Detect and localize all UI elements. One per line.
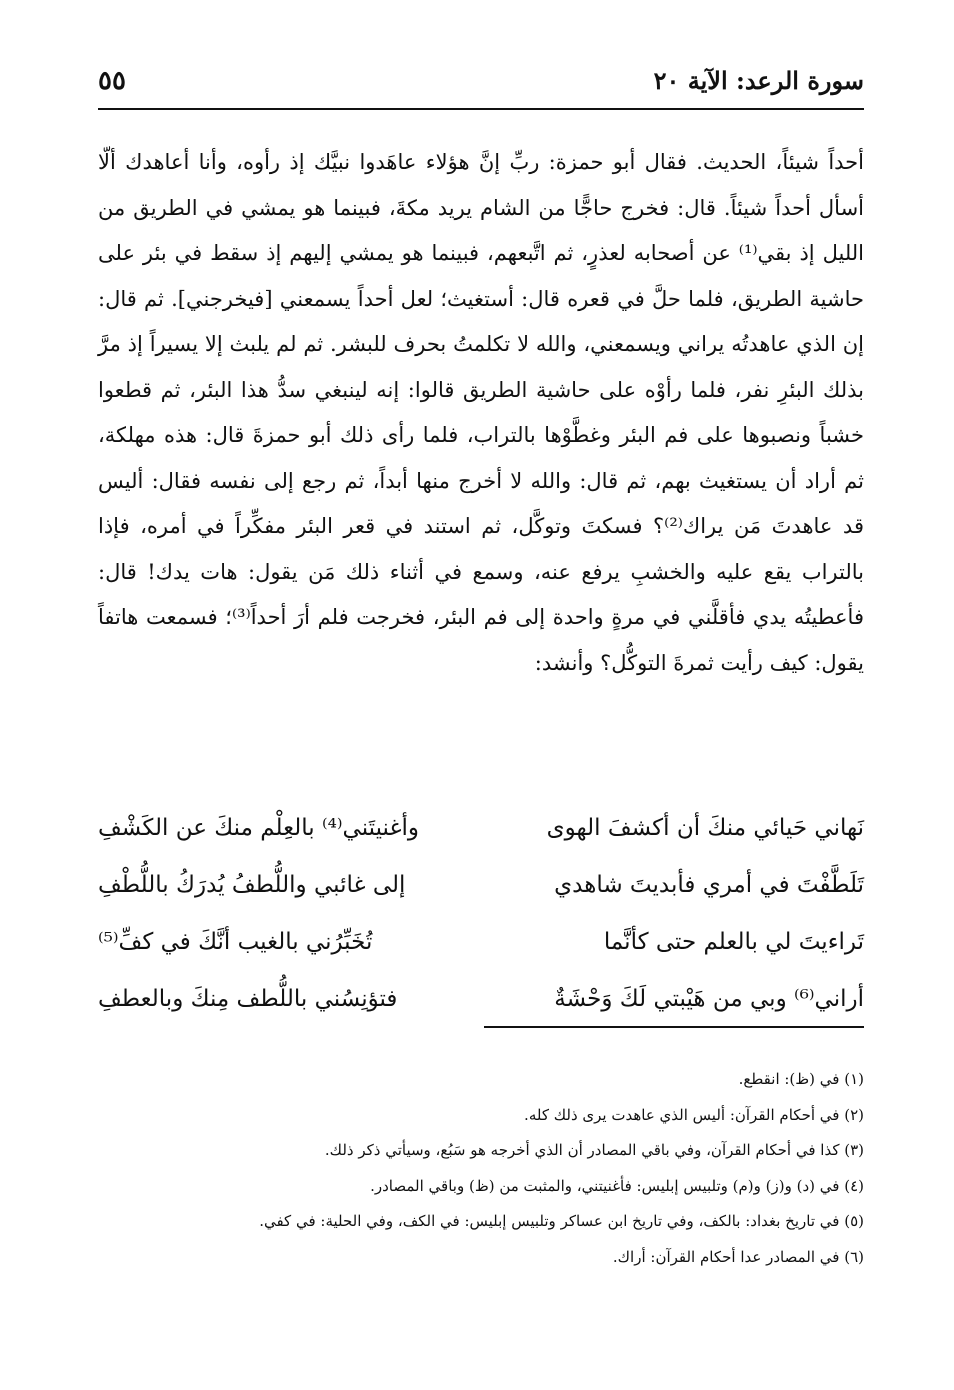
footnote: (٥) في تاريخ بغداد: بالكف، وفي تاريخ ابن عساكر وتلبيس إبليس: في الكف، وفي الحلية: في كفي.	[259, 1212, 864, 1230]
poem-verse	[98, 857, 864, 914]
verse-first-hemistich: أراني⁽⁶⁾ وبي من هَيْبتي لَكَ وَحْشَةٌ	[554, 986, 864, 1012]
running-title: سورة الرعد: الآية ٢٠	[653, 66, 864, 95]
poem-verse	[98, 971, 864, 1028]
footnote: (٢) في أحكام القرآن: أليس الذي عاهدت يرى ذلك كله.	[524, 1105, 864, 1124]
footnote: (١) في (ظ): انقطع.	[738, 1070, 864, 1088]
verse-second-hemistich: وأغنيتَني⁽⁴⁾ بالعِلْم منكَ عن الكَشْفِ	[98, 815, 419, 841]
poem-verse	[98, 914, 864, 971]
footnotes	[98, 1062, 864, 1275]
footnote: (٣) كذا في أحكام القرآن، وفي باقي المصادر أن الذي أخرجه هو سَبُع، وسيأتي ذكر ذلك.	[324, 1141, 864, 1159]
verse-second-hemistich: تُخَبِّرُني بالغيب أنَّكَ في كفِّ⁽⁵⁾	[98, 929, 373, 955]
header-divider	[98, 108, 864, 110]
poem	[98, 800, 864, 1028]
verse-first-hemistich: تَلَطَّفْتَ في أمري فأبديتَ شاهدي	[554, 872, 864, 898]
main-text	[98, 140, 864, 686]
verse-first-hemistich: نَهاني حَيائي منكَ أن أكشفَ الهوى	[546, 815, 864, 841]
verse-second-hemistich: إلى غائبي واللُّطفُ يُدرَكُ باللُّطْفِ	[98, 872, 406, 898]
poem-verse	[98, 800, 864, 857]
verse-first-hemistich: تَراءيتَ لي بالعلم حتى كأنَّما	[603, 929, 864, 955]
page-header	[98, 60, 864, 104]
page-number: ٥٥	[98, 66, 126, 96]
footnote: (٦) في المصادر عدا أحكام القرآن: أراك.	[612, 1247, 864, 1266]
verse-second-hemistich: فتؤنِسُني باللُّطف مِنكَ وبالعطفِ	[98, 986, 398, 1012]
footnote: (٤) في (د) و(ز) و(م) وتلبيس إبليس: فأغنيتني، والمثبت من (ظ) وباقي المصادر.	[370, 1176, 864, 1195]
footnote-divider	[484, 1026, 864, 1028]
body-paragraph: أحداً شيئاً، الحديث. فقال أبو حمزة: ربِّ إنَّ هؤلاء عاهَدوا نبيَّك إذ رأوه، وأنا أعاهدك ألّا أسأل أحداً شيئاً. قال: فخرج حاجًّا من الشام يريد مكةَ، فبينما هو يمشي في الطريق من الليل إذ بقي⁽¹⁾ عن أصحابه لعذرٍ، ثم اتَّبعهم، فبينما هو يمشي إليهم إذ سقط في بئر على حاشية الطريق، فلما حلَّ في قعره قال: أستغيث؛ لعل أحداً يسمعني [فيخرجني]. ثم قال: إن الذي عاهدتُه يراني ويسمعني، والله لا تكلمتُ بحرف للبشر. ثم لم يلبث إلا يسيراً إذ مرَّ بذلك البئرِ نفر، فلما رأوْه على حاشية الطريق قالوا: إنه لينبغي سدُّ هذا البئر، ثم قطعوا خشباً ونصبوها على فم البئر وغطَّوْها بالتراب، فلما رأى ذلك أبو حمزةَ قال: هذه مهلكة، ثم أراد أن يستغيث بهم، ثم قال: والله لا أخرج منها أبداً، ثم رجع إلى نفسه فقال: أليس قد عاهدتَ مَن يراك⁽²⁾؟ فسكتَ وتوكَّل، ثم استند في قعر البئر مفكِّراً في أمره، فإذا بالتراب يقع عليه والخشبِ يرفع عنه، وسمع في أثناء ذلك مَن يقول: هات يدك! قال: فأعطيتُه يدي فأقلَّني في مرةٍ واحدة إلى فم البئر، فخرجت فلم أرَ أحداً⁽³⁾؛ فسمعت هاتفاً يقول: كيف رأيت ثمرةَ التوكُّل؟ وأنشد:	[98, 150, 865, 675]
